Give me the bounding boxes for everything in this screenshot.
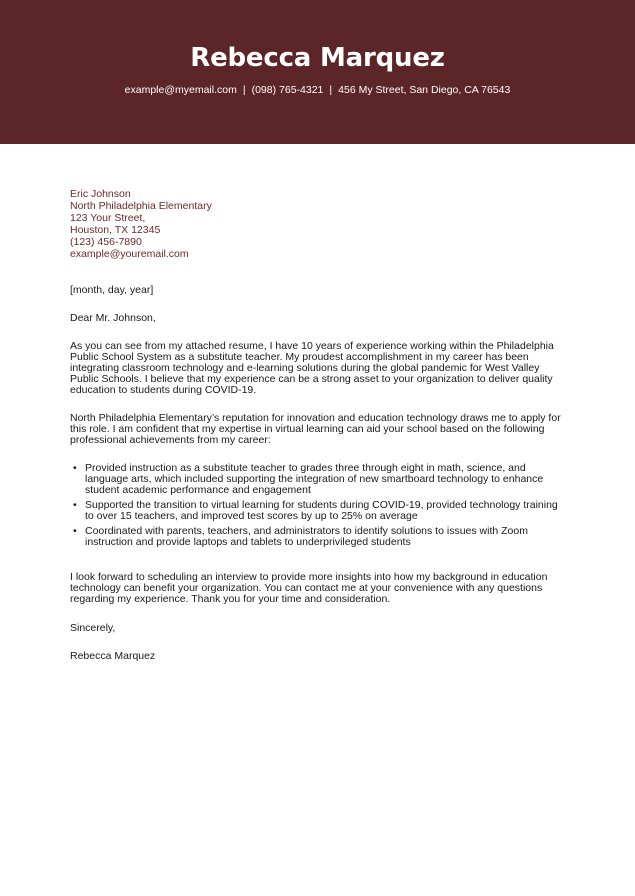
recipient-name: Eric Johnson: [70, 188, 131, 200]
contact-separator: |: [242, 84, 246, 96]
applicant-address: 456 My Street, San Diego, CA 76543: [338, 84, 511, 96]
list-item: [70, 463, 566, 496]
applicant-email[interactable]: example@myemail.com: [124, 84, 237, 96]
recipient-phone: (123) 456-7890: [70, 236, 142, 248]
list-item: [70, 526, 566, 548]
achievement-text: Supported the transition to virtual learning for students during COVID-19, provided technology training to over 15 teachers, and improved test scores by up to 25% on average: [85, 499, 558, 522]
contact-line: [0, 83, 635, 97]
applicant-name: Rebecca Marquez: [190, 43, 445, 73]
recipient-city: Houston, TX 12345: [70, 224, 161, 236]
achievement-text: Coordinated with parents, teachers, and administrators to identify solutions to issues with Zoom instruction and provide laptops and tablets to underprivileged students: [85, 525, 528, 548]
recipient-email[interactable]: example@youremail.com: [70, 248, 189, 260]
paragraph-closing: I look forward to scheduling an interview to provide more insights into how my background in education technology can benefit your organization. You can contact me at your convenience with any questions regarding my experience. Thank you for your time and consideration.: [70, 571, 548, 605]
bullet-icon: •: [73, 462, 77, 474]
recipient-block: [70, 188, 566, 260]
bullet-icon: •: [73, 525, 77, 537]
letter-greeting: Dear Mr. Johnson,: [70, 312, 156, 324]
applicant-phone: (098) 765-4321: [251, 84, 324, 96]
recipient-organization: North Philadelphia Elementary: [70, 200, 212, 212]
letter-date: [month, day, year]: [70, 284, 154, 296]
header-banner: [0, 0, 635, 144]
list-item: [70, 500, 566, 522]
recipient-street: 123 Your Street,: [70, 212, 146, 224]
letter-signature: Rebecca Marquez: [70, 650, 156, 662]
letter-body: [70, 188, 566, 662]
letter-closing: Sincerely,: [70, 622, 116, 634]
paragraph-motivation: North Philadelphia Elementary’s reputation for innovation and education technology draws me to apply for this role. I am confident that my expertise in virtual learning can aid your school based on the following professional achievements from my career:: [70, 412, 561, 446]
paragraph-intro: As you can see from my attached resume, I have 10 years of experience working within the Philadelphia Public School System as a substitute teacher. My proudest accomplishment in my career has been integrating classroom technology and e-learning solutions during the global pandemic for West Valley Public Schools. I believe that my experience can be a strong asset to your organization to deliver quality education to students during COVID-19.: [70, 340, 554, 396]
achievements-list: [70, 463, 566, 548]
contact-separator: |: [329, 84, 333, 96]
bullet-icon: •: [73, 499, 77, 511]
achievement-text: Provided instruction as a substitute teacher to grades three through eight in math, science, and language arts, which included supporting the integration of new smartboard technology to enhance student academic performance and engagement: [85, 462, 544, 496]
